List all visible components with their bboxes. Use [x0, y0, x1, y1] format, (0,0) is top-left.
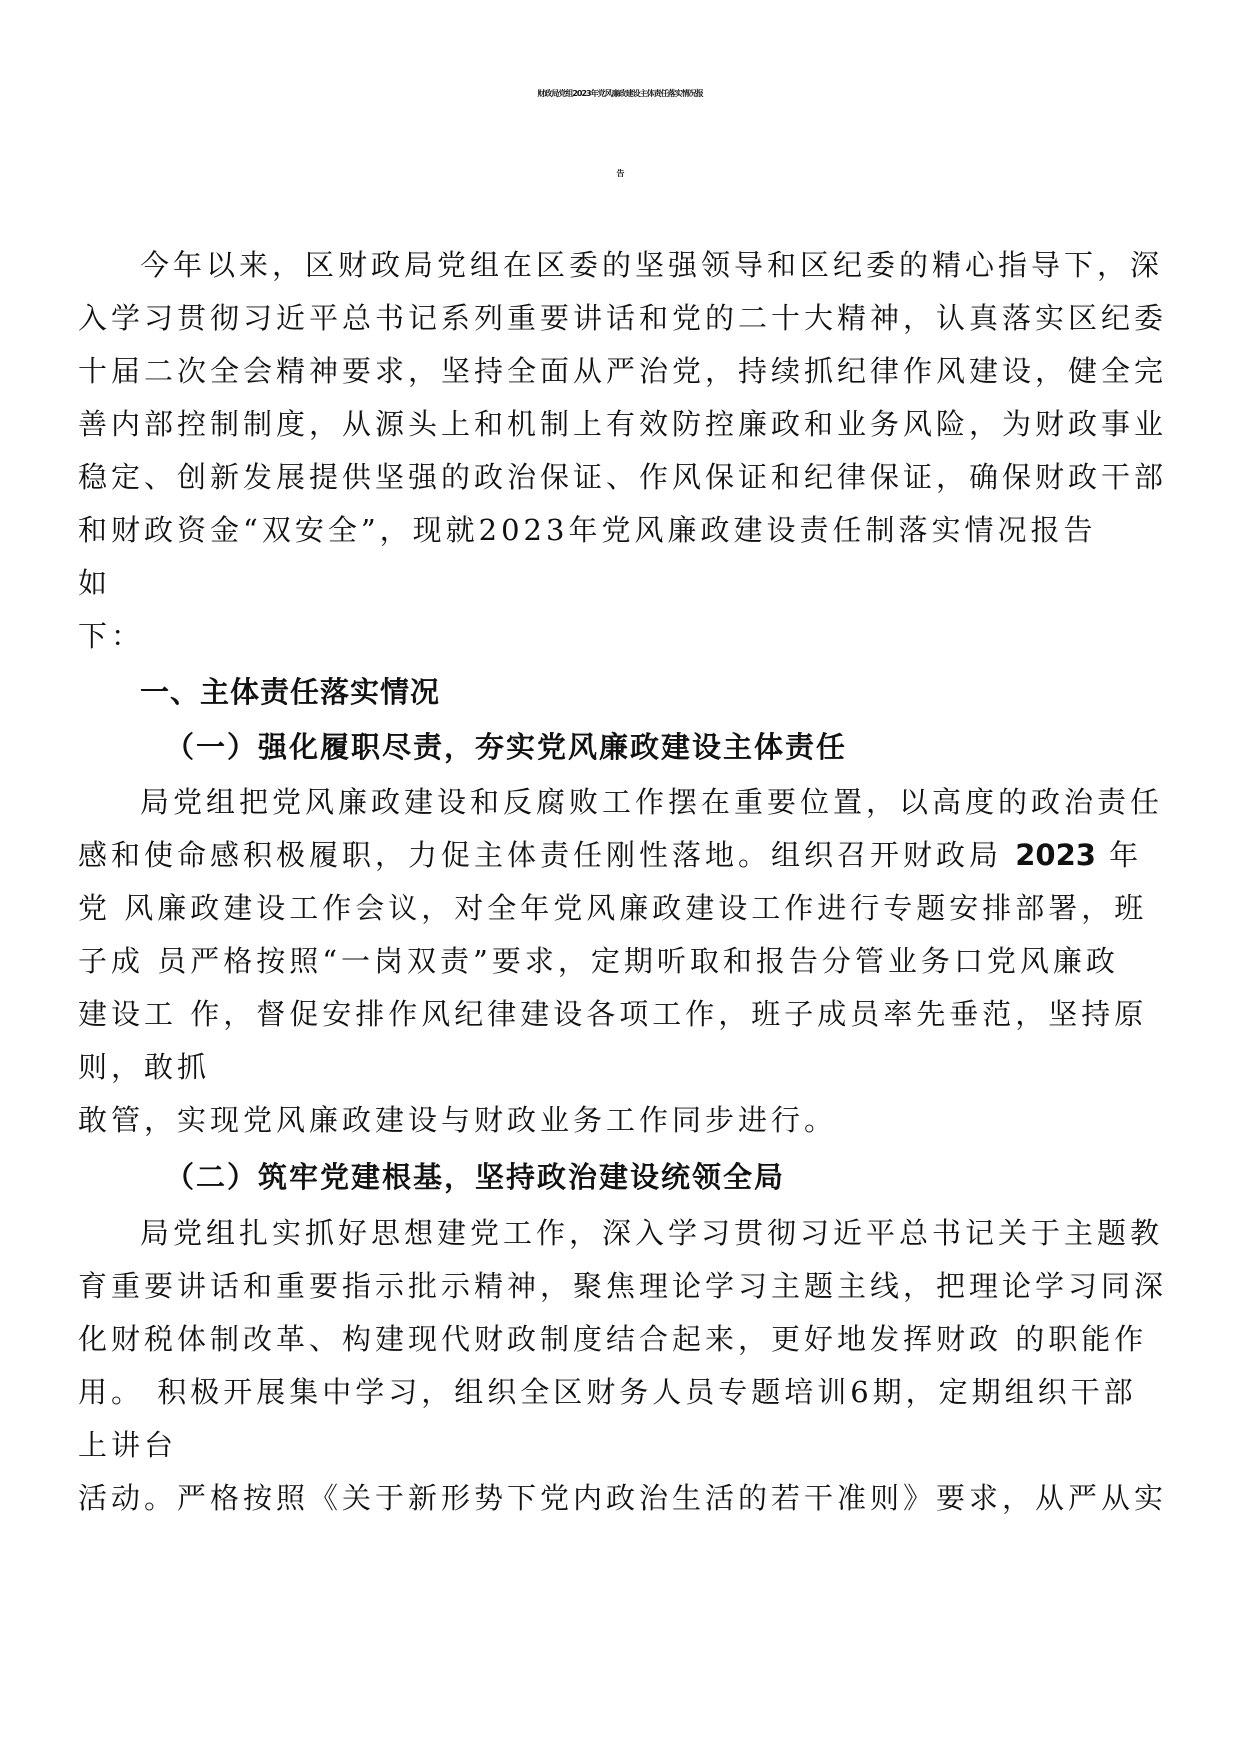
subsection-heading: （一）强化履职尽责，夯实党风廉政建设主体责任 [165, 730, 848, 764]
sub1-line: 党 风廉政建设工作会议，对全年党风廉政建设工作进行专题安排部署，班 [78, 891, 1148, 925]
sub2-line: 上讲台 [78, 1428, 178, 1462]
intro-line: 十届二次全会精神要求，坚持全面从严治党，持续抓纪律作风建设，健全完 [78, 354, 1168, 388]
sub1-line: 局党组把党风廉政建设和反腐败工作摆在重要位置，以高度的政治责任 [140, 785, 1164, 819]
sub1-line: 敢管，实现党风廉政建设与财政业务工作同步进行。 [78, 1103, 838, 1137]
document-title-line-2: 告 [616, 169, 624, 178]
sub2-line: 育重要讲话和重要指示批示精神，聚焦理论学习主题主线，把理论学习同深 [78, 1269, 1168, 1303]
sub1-line: 则，敢抓 [78, 1050, 211, 1084]
intro-line: 和财政资金“双安全”，现就2023年党风廉政建设责任制落实情况报告 [78, 513, 1097, 547]
intro-line: 入学习贯彻习近平总书记系列重要讲话和党的二十大精神，认真落实区纪委 [78, 301, 1168, 335]
sub1-line-text: 感和使命感积极履职，力促主体责任刚性落地。组织召开财政局 [78, 838, 1016, 872]
sub1-line: 子成 员严格按照“一岗双责”要求，定期听取和报告分管业务口党风廉政 [78, 944, 1119, 978]
intro-line: 善内部控制制度，从源头上和机制上有效防控廉政和业务风险，为财政事业 [78, 407, 1168, 441]
document-title-line-1: 财政局党组2023年党风廉政建设主体责任落实情况报 [537, 89, 703, 98]
sub2-line: 用。 积极开展集中学习，组织全区财务人员专题培训6期，定期组织干部 [78, 1375, 1137, 1409]
year-number: 2023 [1015, 838, 1096, 872]
intro-line: 稳定、创新发展提供坚强的政治保证、作风保证和纪律保证，确保财政干部 [78, 460, 1168, 494]
sub2-line: 化财税体制改革、构建现代财政制度结合起来，更好地发挥财政 的职能作 [78, 1322, 1148, 1356]
sub2-line: 活动。严格按照《关于新形势下党内政治生活的若干准则》要求，从严从实 [78, 1481, 1168, 1515]
sub1-line: 建设工 作，督促安排作风纪律建设各项工作，班子成员率先垂范，坚持原 [78, 997, 1148, 1031]
intro-line: 如 [78, 566, 112, 600]
intro-line: 下： [78, 619, 145, 653]
sub1-line-text: 年 [1095, 838, 1143, 872]
subsection-heading: （二）筑牢党建根基，坚持政治建设统领全局 [165, 1160, 786, 1194]
sub2-line: 局党组扎实抓好思想建党工作，深入学习贯彻习近平总书记关于主题教 [140, 1216, 1164, 1250]
intro-line: 今年以来，区财政局党组在区委的坚强领导和区纪委的精心指导下，深 [140, 248, 1164, 282]
section-heading: 一、主体责任落实情况 [140, 675, 441, 709]
sub1-line [78, 833, 1142, 874]
